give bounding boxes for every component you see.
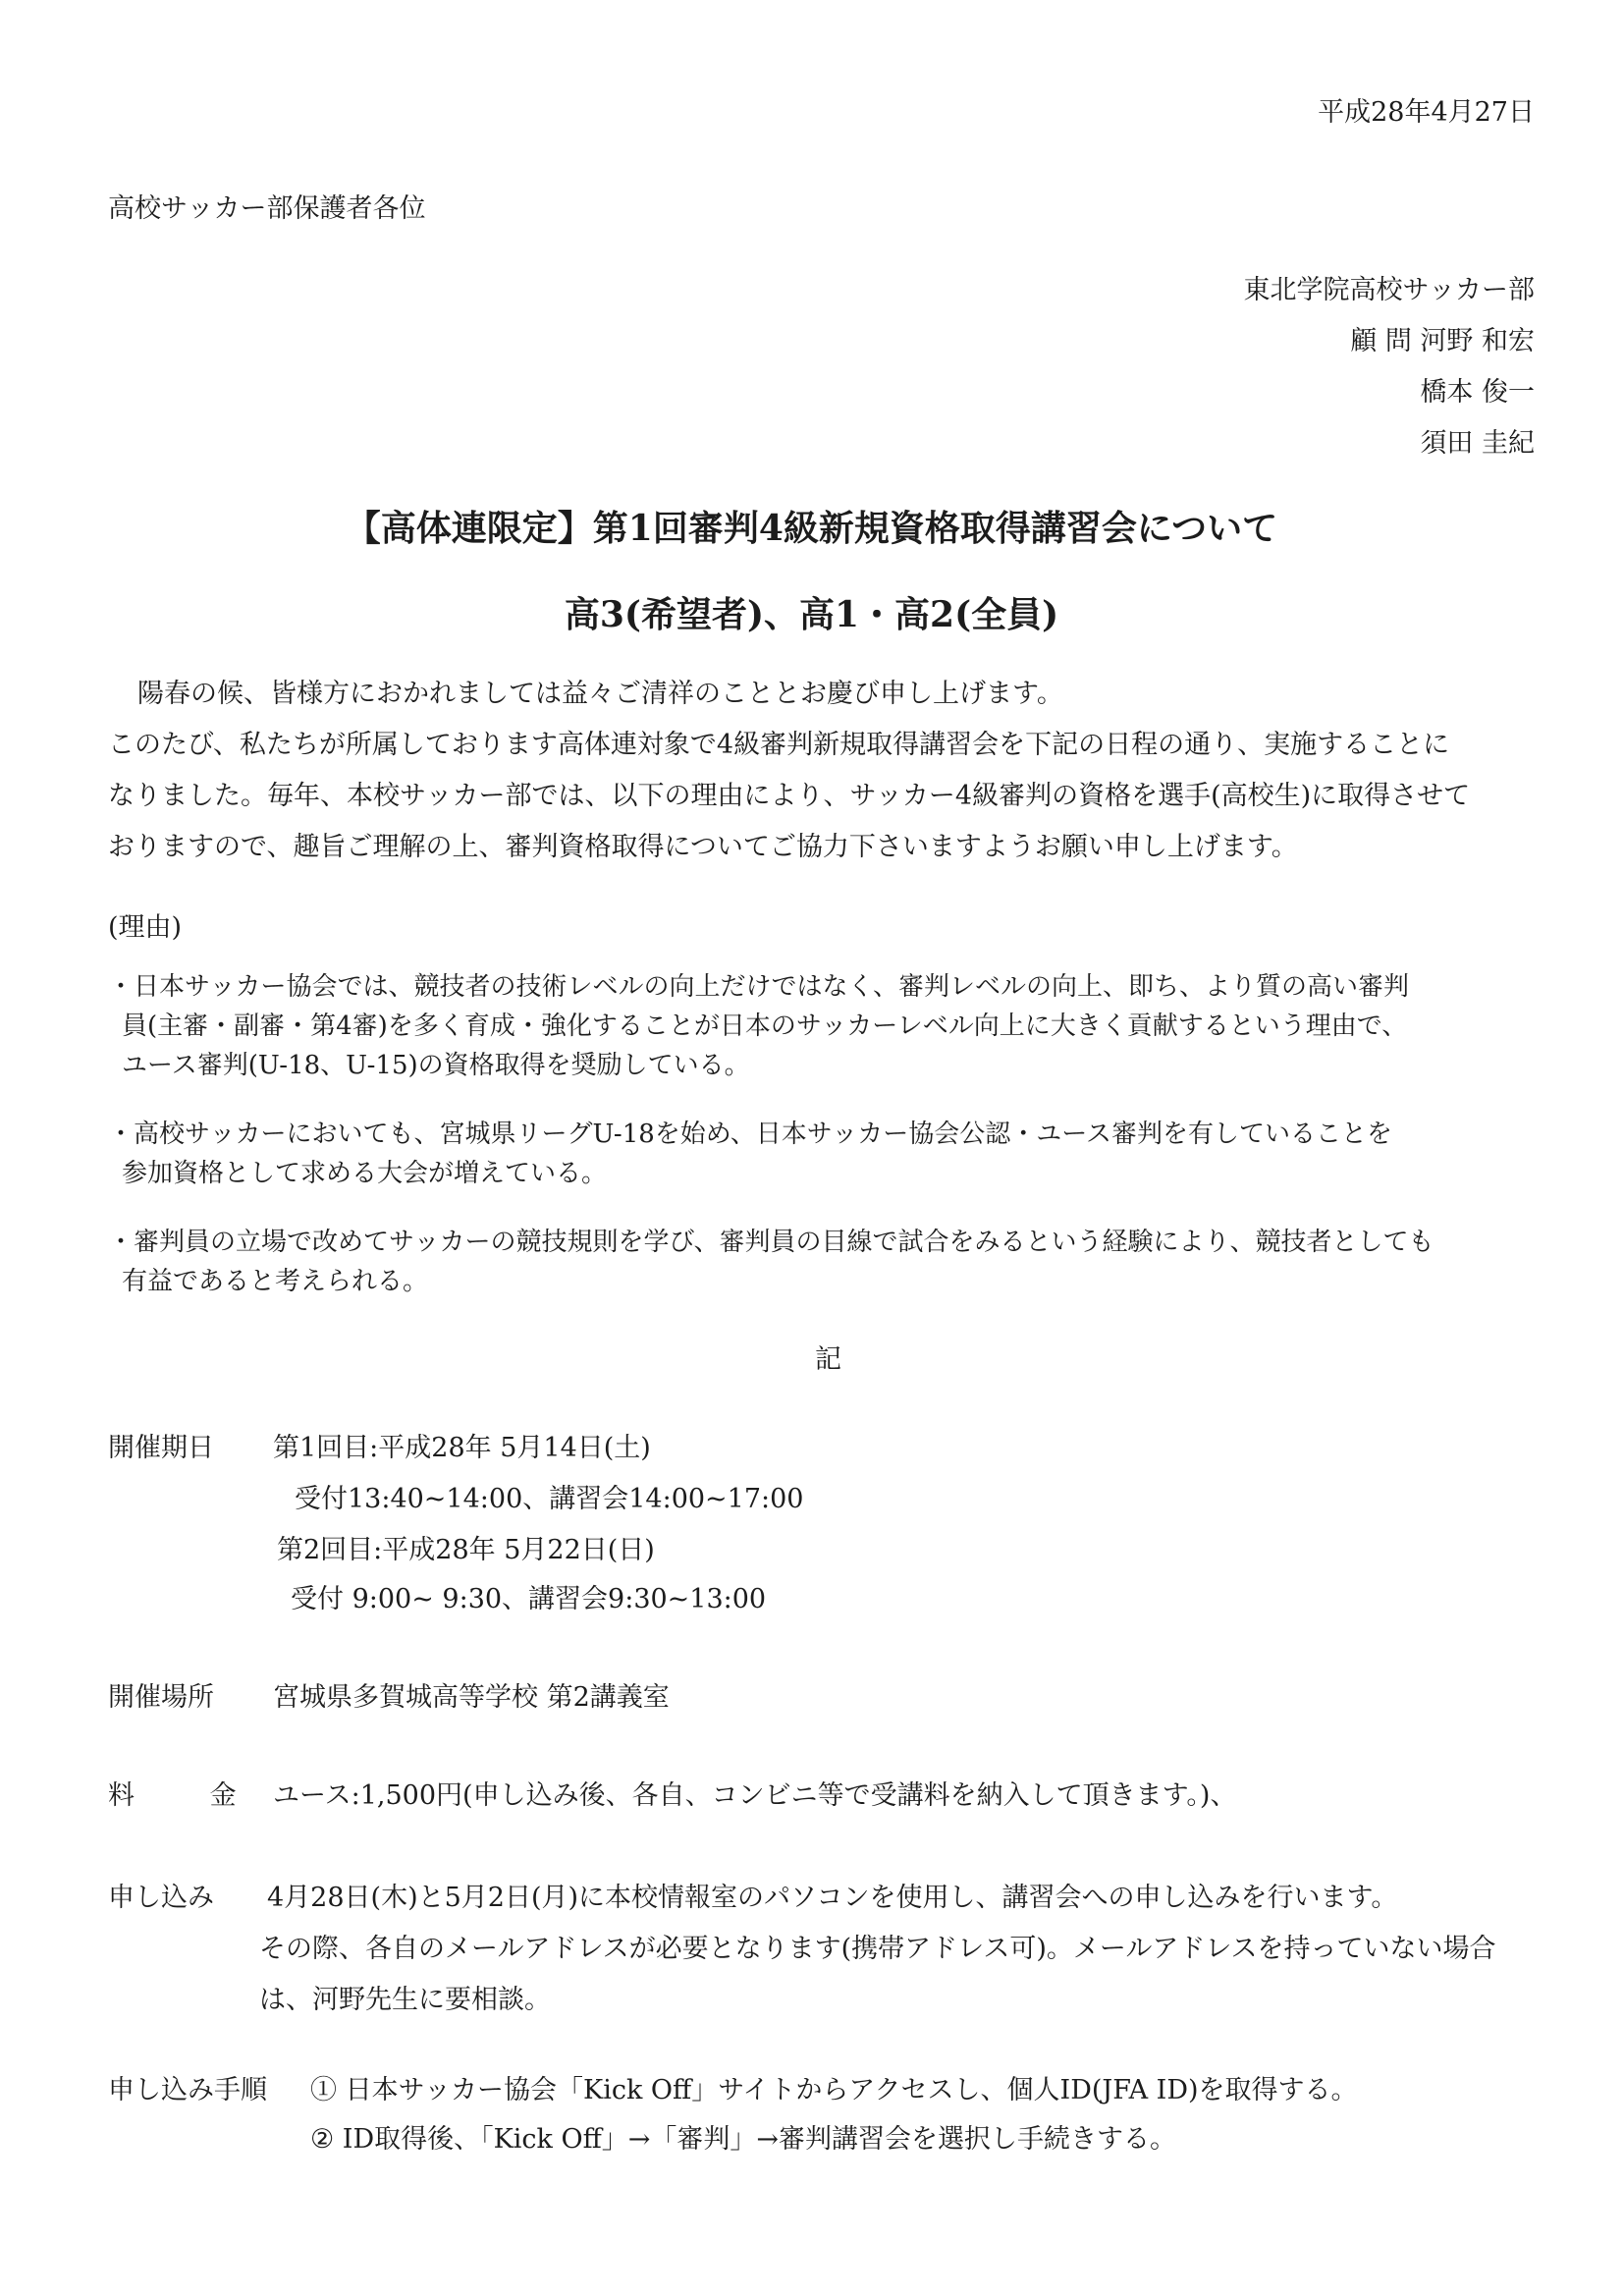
reasons-heading: (理由) (108, 912, 183, 943)
document-title: 【高体連限定】第1回審判4級新規資格取得講習会について (345, 508, 1278, 549)
sender-block (1244, 265, 1535, 469)
reason-line: 員(主審・副審・第4審)を多く育成・強化することが日本のサッカーレベル向上に大きく貢献するという理由で、 (122, 1011, 1408, 1041)
reason-line: ・審判員の立場で改めてサッカーの競技規則を学び、審判員の目線で試合をみるという経験により、競技者としても (108, 1228, 1434, 1257)
document-date: 平成28年4月27日 (1318, 97, 1535, 128)
fee-value: ユース:1,500円(申し込み後、各自、コンビニ等で受講料を納入して頂きます。)、 (273, 1780, 1237, 1811)
schedule-day1-time: 受付13:40~14:00、講習会14:00~17:00 (295, 1484, 804, 1514)
schedule-day1: 第1回目:平成28年 5月14日(土) (273, 1433, 651, 1463)
reason-line: ユース審判(U-18、U-15)の資格取得を奨励している。 (122, 1051, 750, 1080)
procedure-step: ① 日本サッカー協会「Kick Off」サイトからアクセスし、個人ID(JFA ID)を取得する。 (310, 2075, 1358, 2105)
sender-member: 須田 圭紀 (1420, 428, 1535, 459)
sender-member: 橋本 俊一 (1420, 377, 1535, 408)
intro-paragraph-line: おりますので、趣旨ご理解の上、審判資格取得についてご協力下さいますようお願い申し上げます。 (108, 832, 1298, 862)
recipient: 高校サッカー部保護者各位 (108, 193, 426, 224)
reason-line: 参加資格として求める大会が増えている。 (122, 1159, 608, 1188)
schedule-day2: 第2回目:平成28年 5月22日(日) (277, 1535, 655, 1565)
reason-line: ・高校サッカーにおいても、宮城県リーグU-18を始め、日本サッカー協会公認・ユース審判を有していることを (108, 1120, 1392, 1149)
intro-paragraph-line: このたび、私たちが所属しております高体連対象で4級審判新規取得講習会を下記の日程の通り、実施することに (108, 730, 1450, 760)
reason-item (108, 1115, 1542, 1193)
application-line: は、河野先生に要相談。 (259, 1985, 551, 2015)
application-line: 4月28日(木)と5月2日(月)に本校情報室のパソコンを使用し、講習会への申し込みを行います。 (267, 1883, 1398, 1913)
application-label: 申し込み (108, 1883, 214, 1913)
intro-paragraph-line: なりました。毎年、本校サッカー部では、以下の理由により、サッカー4級審判の資格を選手(高校生)に取得させて (108, 781, 1471, 811)
reason-item (108, 1223, 1542, 1301)
venue-value: 宮城県多賀城高等学校 第2講義室 (273, 1682, 670, 1713)
ki-marker: 記 (815, 1344, 841, 1375)
reason-item (108, 967, 1542, 1085)
procedure-step: ② ID取得後、「Kick Off」→「審判」→審判講習会を選択し手続きする。 (310, 2124, 1177, 2155)
reason-line: ・日本サッカー協会では、競技者の技術レベルの向上だけではなく、審判レベルの向上、即ち、より質の高い審判 (108, 972, 1409, 1002)
application-line: その際、各自のメールアドレスが必要となります(携帯アドレス可)。メールアドレスを持っていない場合 (259, 1934, 1496, 1964)
sender-advisor: 顧 問 河野 和宏 (1350, 326, 1535, 356)
document-subtitle: 高3(希望者)、高1・高2(全員) (564, 594, 1059, 635)
sender-org: 東北学院高校サッカー部 (1243, 275, 1535, 305)
intro-paragraph-line: 陽春の候、皆様方におかれましては益々ご清祥のこととお慶び申し上げます。 (137, 679, 1063, 709)
procedure-label: 申し込み手順 (108, 2075, 267, 2105)
reason-line: 有益であると考えられる。 (122, 1267, 429, 1296)
schedule-day2-time: 受付 9:00~ 9:30、講習会9:30~13:00 (291, 1584, 767, 1614)
venue-label: 開催場所 (108, 1682, 214, 1713)
schedule-label: 開催期日 (108, 1433, 214, 1463)
fee-label: 料 金 (108, 1780, 270, 1811)
